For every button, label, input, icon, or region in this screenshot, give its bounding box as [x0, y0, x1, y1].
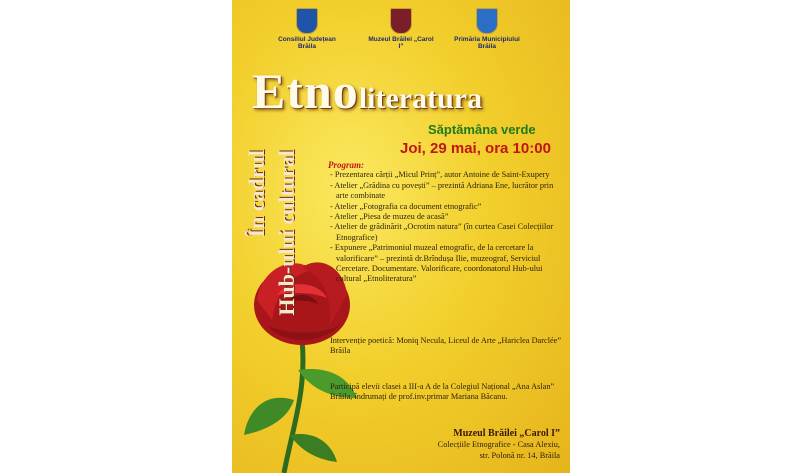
program-list	[328, 160, 564, 285]
program-item: - Expunere „Patrimoniul muzeal etnografic, de la cercetare la valorificare” – prezintă dr.Brîndușa Ilie, muzeograf, Serviciul Cercetare. Documentare. Valorificare, coordonatorul Hub-ului cultural „Etnoliteratura”	[330, 243, 543, 284]
venue-line: Colecțiile Etnografice - Casa Alexiu,	[437, 440, 560, 449]
city-crest-icon	[476, 8, 498, 34]
venue-footer	[438, 428, 560, 461]
vertical-line-1: În cadrul	[244, 150, 269, 238]
program-item: - Prezentarea cărții „Micul Prinț”, autor Antoine de Saint-Exupery	[330, 170, 550, 180]
vertical-line-2: Hub-ului cultural	[274, 150, 299, 316]
event-poster	[232, 0, 570, 473]
logo-consiliul-judetean	[272, 8, 342, 50]
poster-title	[252, 62, 482, 120]
venue-name: Muzeul Brăilei „Carol I”	[453, 428, 560, 439]
logo-muzeul-brailei	[366, 8, 436, 50]
poetry-note: Intervenție poetică: Moniq Necula, Liceul de Arte „Hariclea Darclée” Brăila	[330, 336, 562, 356]
program-item: - Atelier de grădinărit „Ocrotim natura” (în curtea Casei Colecțiilor Etnografice)	[330, 222, 554, 242]
program-heading: Program:	[328, 160, 364, 170]
logo-label: Consiliul Județean Brăila	[278, 36, 336, 50]
program-item: - Atelier „Fotografia ca document etnografic”	[330, 201, 482, 211]
program-item: - Atelier „Grădina cu povești” – prezintă Adriana Ene, lucrător prin arte combinate	[330, 180, 554, 201]
title-part-literatura: literatura	[358, 82, 483, 115]
logo-label: Muzeul Brăilei „Carol I”	[368, 36, 434, 50]
participants-note: Participă elevii clasei a III-a A de la Colegiul Național „Ana Aslan” Brăila, îndrumați de prof.inv.primar Mariana Băcanu.	[330, 382, 555, 402]
event-date: Joi, 29 mai, ora 10:00	[400, 140, 551, 157]
museum-crest-icon	[390, 8, 412, 34]
poster-subtitle: Săptămâna verde	[428, 122, 536, 137]
logo-primaria	[452, 8, 522, 50]
venue-address: str. Polonă nr. 14, Brăila	[479, 451, 560, 460]
program-item: - Atelier „Piesa de muzeu de acasă”	[330, 212, 449, 222]
vertical-caption	[242, 150, 322, 360]
logo-label: Primăria Municipiului Brăila	[454, 36, 520, 50]
county-crest-icon	[296, 8, 318, 34]
title-part-etno: Etno	[252, 63, 359, 119]
